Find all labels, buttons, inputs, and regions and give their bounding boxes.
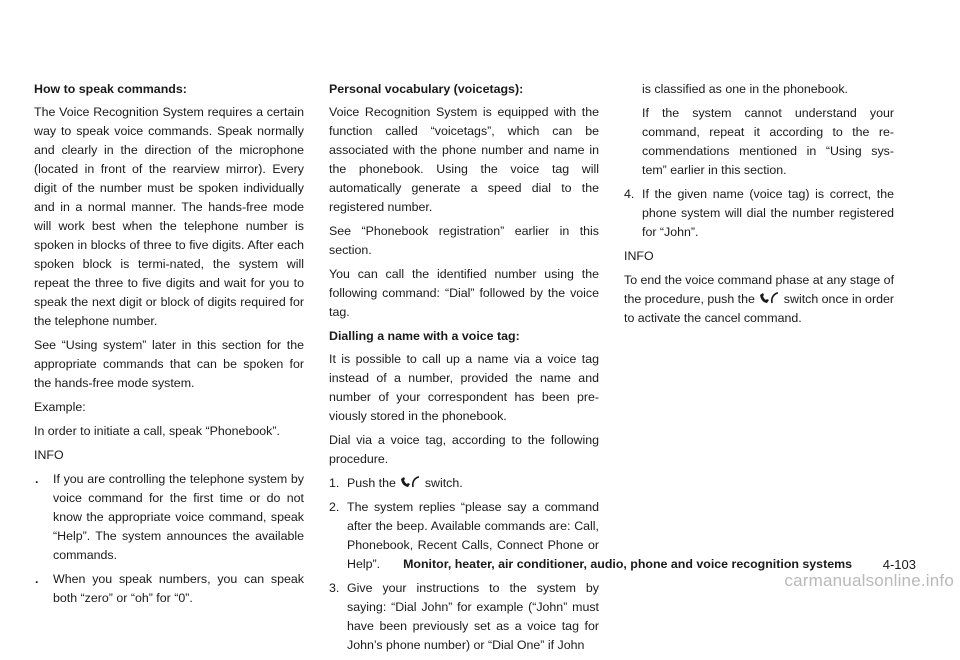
- section-heading-how-to-speak: How to speak commands:: [34, 82, 187, 96]
- phone-voice-switch-icon: [758, 292, 780, 304]
- paragraph: See “Phonebook registration” earlier in this section.: [329, 224, 599, 257]
- paragraph: You can call the identified number using the following command: “Dial” followed by the voice tag.: [329, 267, 599, 319]
- bullet-item: [34, 470, 304, 565]
- step-1: 1. Push the switch.: [329, 476, 463, 490]
- info-label: INFO: [34, 448, 64, 462]
- phone-voice-switch-icon: [399, 476, 421, 488]
- bullet-icon: .: [35, 572, 39, 586]
- paragraph: To end the voice command phase at any stage of the procedure, push the switch once in order to activate the cancel command.: [624, 273, 895, 325]
- info-label: INFO: [624, 249, 654, 263]
- paragraph: See “Using system” later in this section for the appropriate commands that can be spoken for the hands-free mode system.: [34, 338, 304, 390]
- paragraph: If the system cannot understand your command, repeat it according to the re-commendations mentioned in “Using sys-tem” earlier in this section.: [642, 106, 894, 177]
- footer-title: Monitor, heater, air conditioner, audio, phone and voice recognition systems: [403, 557, 852, 571]
- paragraph: In order to initiate a call, speak “Phonebook”.: [34, 424, 280, 438]
- paragraph: Voice Recognition System is equipped with the function called “voicetags”, which can be associated with the phone number and name in the phonebook. Using the voice tag will automatically generate a speed dial to the registered number.: [329, 105, 599, 214]
- step-4: 4. If the given name (voice tag) is correct, the phone system will dial the number registered for “John”.: [624, 187, 894, 239]
- page-number: 4-103: [882, 557, 916, 572]
- column-left: [34, 80, 304, 613]
- step-3: 3. Give your instructions to the system by saying: “Dial John” for example (“John” must have been previously set as a voice tag for John’s phone number) or “Dial One” if John: [329, 581, 599, 652]
- bullet-icon: .: [35, 472, 39, 486]
- paragraph: Dial via a voice tag, according to the following procedure.: [329, 433, 599, 466]
- paragraph: It is possible to call up a name via a voice tag instead of a number, provided the name and number of your correspondent has been pre-viously stored in the phonebook.: [329, 352, 599, 423]
- section-heading-voicetags: Personal vocabulary (voicetags):: [329, 82, 524, 96]
- paragraph: Example:: [34, 400, 86, 414]
- bullet-text: When you speak numbers, you can speak both “zero” or “oh” for “0”.: [53, 572, 304, 605]
- watermark: carmanualsonline.info: [784, 571, 954, 590]
- paragraph: is classified as one in the phonebook.: [642, 82, 848, 96]
- paragraph: The Voice Recognition System requires a certain way to speak voice commands. Speak normally and clearly in the direction of the microphone (located in front of the rearview mirror). Every digit of the number must be spoken individually and in a normal manner. The hands-free mode will work best when the telephone number is spoken in blocks of three to five digits. After each spoken block is termi-nated, the system will repeat the three to five digits and wait for you to speak the next digit or block of digits required for the telephone number.: [34, 105, 304, 328]
- bullet-text: If you are controlling the telephone system by voice command for the first time or do not know the appropriate voice command, speak “Help”. The system announces the available commands.: [53, 472, 304, 562]
- section-heading-dialling: Dialling a name with a voice tag:: [329, 329, 520, 343]
- step-2: 2. The system replies “please say a command after the beep. Available commands are: Call, Phonebook, Recent Calls, Connect Phone or Help”.: [329, 500, 599, 571]
- column-right: [624, 80, 894, 333]
